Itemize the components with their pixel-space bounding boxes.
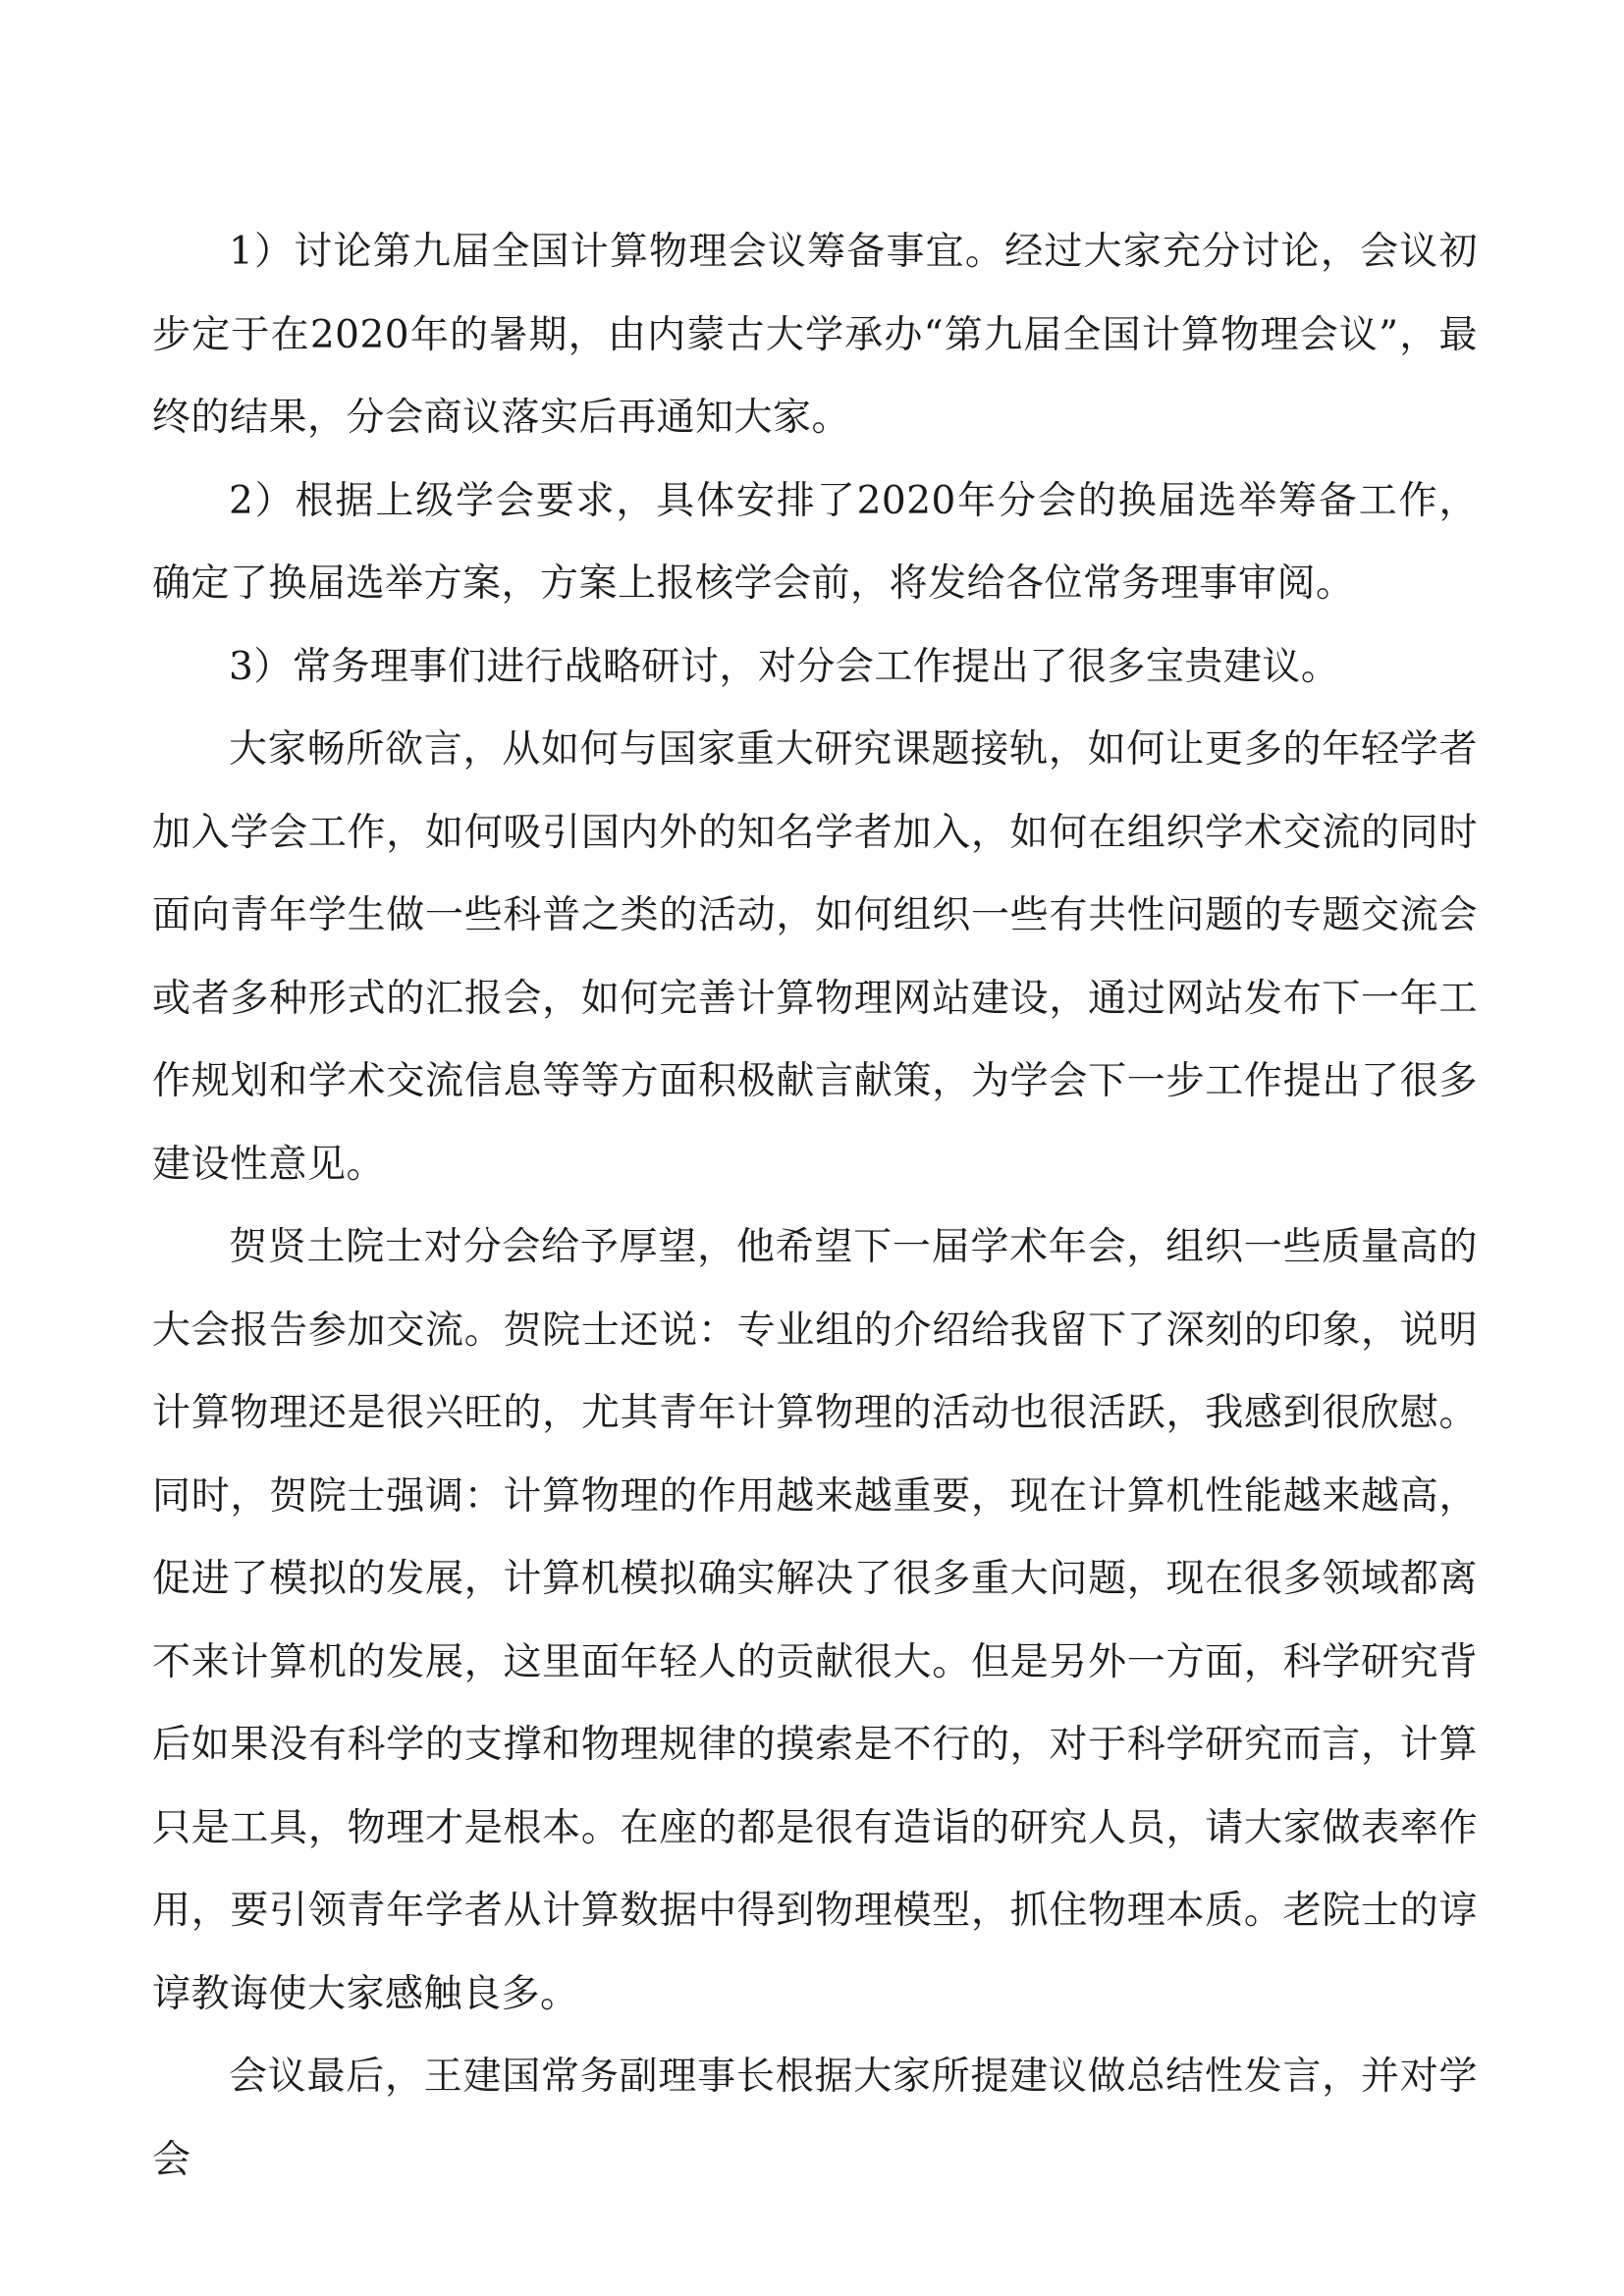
paragraph-item-3: 3）常务理事们进行战略研讨，对分会工作提出了很多宝贵建议。: [229, 644, 1340, 689]
paragraph-academician-remarks: 贺贤土院士对分会给予厚望，他希望下一届学术年会，组织一些质量高的大会报告参加交流。贺院士还说：专业组的介绍给我留下了深刻的印象，说明计算物理还是很兴旺的，尤其青年计算物理的活动也很活跃，我感到很欣慰。同时，贺院士强调：计算物理的作用越来越重要，现在计算机性能越来越高，促进了模拟的发展，计算机模拟确实解决了很多重大问题，现在很多领域都离不来计算机的发展，这里面年轻人的贡献很大。但是另外一方面，科学研究背后如果没有科学的支撑和物理规律的摸索是不行的，对于科学研究而言，计算只是工具，物理才是根本。在座的都是很有造诣的研究人员，请大家做表率作用，要引领青年学者从计算数据中得到物理模型，抓住物理本质。老院士的谆谆教诲使大家感触良多。: [152, 1225, 1478, 2016]
paragraph-item-2: 2）根据上级学会要求，具体安排了2020年分会的换届选举筹备工作，确定了换届选举方案，方案上报核学会前，将发给各位常务理事审阅。: [152, 478, 1478, 606]
document-body: [152, 211, 1478, 2202]
paragraph-item-1: 1）讨论第九届全国计算物理会议筹备事宜。经过大家充分讨论，会议初步定于在2020年的暑期，由内蒙古大学承办“第九届全国计算物理会议”，最终的结果，分会商议落实后再通知大家。: [152, 230, 1478, 440]
paragraph-closing: 会议最后，王建国常务副理事长根据大家所提建议做总结性发言，并对学会: [152, 2055, 1478, 2182]
paragraph-discussion: 大家畅所欲言，从如何与国家重大研究课题接轨，如何让更多的年轻学者加入学会工作，如何吸引国内外的知名学者加入，如何在组织学术交流的同时面向青年学生做一些科普之类的活动，如何组织一些有共性问题的专题交流会或者多种形式的汇报会，如何完善计算物理网站建设，通过网站发布下一年工作规划和学术交流信息等等方面积极献言献策，为学会下一步工作提出了很多建设性意见。: [152, 727, 1478, 1187]
